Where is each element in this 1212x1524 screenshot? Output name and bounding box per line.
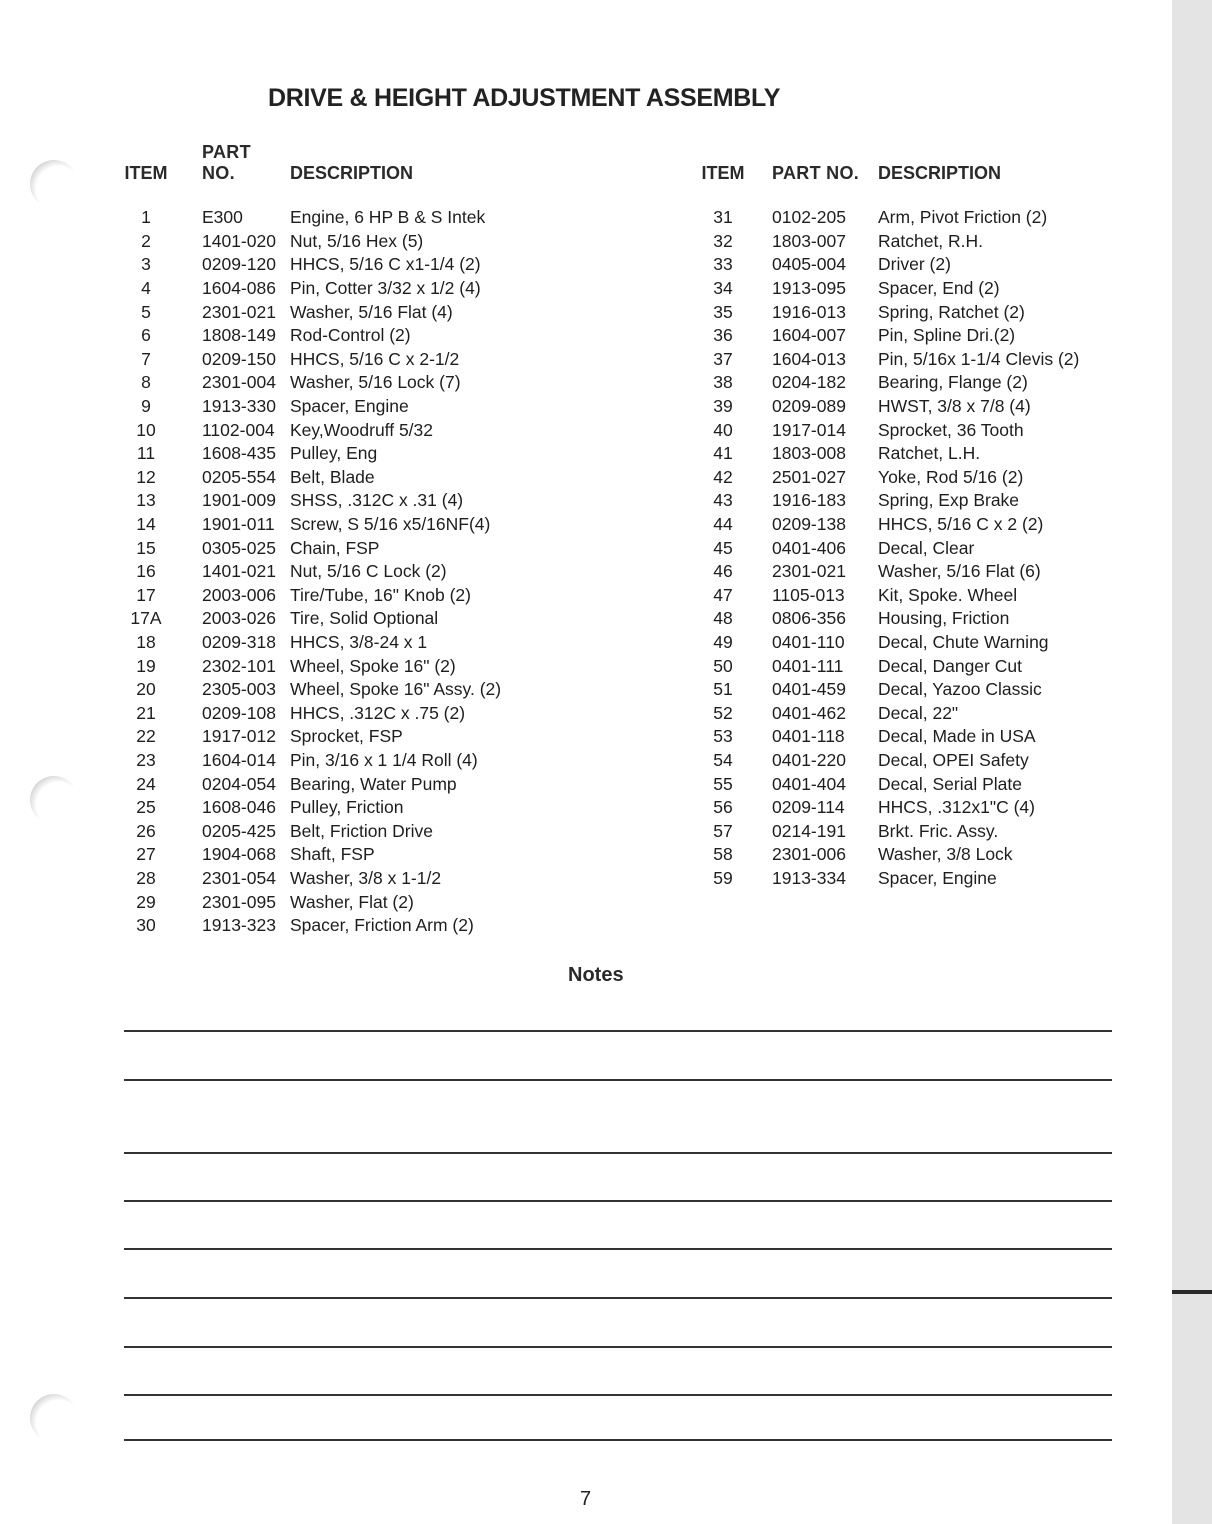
- part-description: Washer, 5/16 Flat (4): [290, 301, 453, 322]
- part-description: Sprocket, FSP: [290, 726, 403, 747]
- part-description: Bearing, Flange (2): [878, 372, 1028, 393]
- part-number: 1803-007: [772, 230, 846, 251]
- part-description: HHCS, 5/16 C x1-1/4 (2): [290, 254, 481, 275]
- part-item-number: 7: [141, 348, 151, 369]
- part-description: Washer, Flat (2): [290, 891, 414, 912]
- part-item-number: 32: [713, 230, 733, 251]
- part-number: 2501-027: [772, 466, 846, 487]
- part-row: [700, 796, 1178, 820]
- part-item-number: 6: [141, 325, 151, 346]
- part-number: 0209-114: [772, 797, 845, 818]
- part-description: Key,Woodruff 5/32: [290, 419, 434, 440]
- part-row: [700, 654, 1178, 678]
- part-item-number: 41: [713, 443, 733, 464]
- part-description: Ratchet, L.H.: [878, 443, 981, 464]
- part-number: 1604-014: [202, 749, 276, 770]
- part-row: [118, 442, 610, 466]
- part-description: Washer, 5/16 Flat (6): [878, 561, 1041, 582]
- part-number: 0214-191: [772, 820, 846, 841]
- punch-hole: [30, 1394, 78, 1442]
- part-row: [118, 843, 610, 867]
- part-description: HHCS, 5/16 C x 2-1/2: [290, 348, 460, 369]
- part-item-number: 4: [141, 278, 151, 299]
- part-number: 1608-046: [202, 797, 276, 818]
- part-number: 1803-008: [772, 443, 846, 464]
- part-item-number: 14: [136, 514, 156, 535]
- part-number: 0305-025: [202, 537, 276, 558]
- part-item-number: 27: [136, 844, 156, 865]
- part-item-number: 29: [136, 891, 156, 912]
- part-item-number: 8: [141, 372, 151, 393]
- column-header-item: ITEM: [124, 163, 168, 183]
- part-number: 0205-554: [202, 466, 276, 487]
- part-number: 0401-111: [772, 655, 844, 676]
- part-item-number: 2: [141, 230, 151, 251]
- part-item-number: 9: [141, 396, 151, 417]
- part-description: Tire/Tube, 16" Knob (2): [290, 584, 471, 605]
- part-number: 2301-021: [772, 561, 846, 582]
- part-item-number: 11: [136, 443, 156, 464]
- part-number: 1913-330: [202, 396, 276, 417]
- column-header-description: DESCRIPTION: [878, 163, 1002, 183]
- note-line: [124, 1200, 1112, 1202]
- column-header-part-no: PART NO.: [772, 163, 860, 183]
- part-item-number: 38: [713, 372, 733, 393]
- part-item-number: 54: [713, 749, 733, 770]
- part-row: [700, 772, 1178, 796]
- part-item-number: 47: [713, 584, 733, 605]
- part-item-number: 59: [713, 867, 733, 888]
- column-header-row: [118, 142, 610, 184]
- note-line: [124, 1152, 1112, 1154]
- part-number: 0806-356: [772, 608, 846, 629]
- part-item-number: 53: [713, 726, 733, 747]
- part-item-number: 48: [713, 608, 733, 629]
- part-description: Arm, Pivot Friction (2): [878, 207, 1048, 228]
- part-row: [118, 536, 610, 560]
- part-description: HHCS, 3/8-24 x 1: [290, 631, 428, 652]
- part-description: Screw, S 5/16 x5/16NF(4): [290, 514, 491, 535]
- part-row: [118, 772, 610, 796]
- part-description: HHCS, .312x1"C (4): [878, 797, 1035, 818]
- page-edge-tab-mark: [1172, 1290, 1212, 1294]
- part-row: [118, 395, 610, 419]
- note-line: [124, 1346, 1112, 1348]
- part-item-number: 16: [136, 561, 156, 582]
- part-row: [118, 230, 610, 254]
- punch-hole: [30, 160, 78, 208]
- part-description: Kit, Spoke. Wheel: [878, 584, 1018, 605]
- part-description: Ratchet, R.H.: [878, 230, 984, 251]
- part-item-number: 13: [136, 490, 156, 511]
- part-description: Pin, Spline Dri.(2): [878, 325, 1016, 346]
- part-row: [700, 489, 1178, 513]
- part-row: [700, 513, 1178, 537]
- part-description: Chain, FSP: [290, 537, 380, 558]
- part-number: 1913-323: [202, 915, 276, 936]
- part-item-number: 57: [713, 820, 733, 841]
- part-number: 2301-021: [202, 301, 276, 322]
- part-number: 1608-435: [202, 443, 276, 464]
- part-item-number: 35: [713, 301, 733, 322]
- part-item-number: 37: [713, 348, 733, 369]
- part-row: [118, 371, 610, 395]
- part-row: [700, 701, 1178, 725]
- part-row: [118, 867, 610, 891]
- column-header-part-no: PART NO.: [202, 142, 251, 183]
- part-row: [700, 348, 1178, 372]
- part-number: 0401-404: [772, 773, 846, 794]
- part-row: [700, 230, 1178, 254]
- part-row: [700, 300, 1178, 324]
- part-number: 1901-009: [202, 490, 276, 511]
- part-row: [118, 348, 610, 372]
- part-row: [118, 466, 610, 490]
- part-number: 1102-004: [202, 419, 275, 440]
- part-item-number: 50: [713, 655, 733, 676]
- part-number: 2301-006: [772, 844, 846, 865]
- part-description: Rod-Control (2): [290, 325, 411, 346]
- part-item-number: 58: [713, 844, 733, 865]
- part-number: 0401-110: [772, 631, 845, 652]
- part-row: [118, 701, 610, 725]
- part-item-number: 51: [713, 679, 733, 700]
- part-item-number: 23: [136, 749, 156, 770]
- part-description: Decal, Clear: [878, 537, 975, 558]
- part-number: 0209-150: [202, 348, 276, 369]
- part-description: Sprocket, 36 Tooth: [878, 419, 1024, 440]
- part-number: 0205-425: [202, 820, 276, 841]
- note-line: [124, 1394, 1112, 1396]
- part-row: [700, 843, 1178, 867]
- part-item-number: 21: [136, 702, 156, 723]
- part-number: 1917-014: [772, 419, 846, 440]
- part-description: SHSS, .312C x .31 (4): [290, 490, 464, 511]
- part-description: Belt, Friction Drive: [290, 820, 433, 841]
- part-number: 2003-026: [202, 608, 276, 629]
- part-number: 0209-120: [202, 254, 276, 275]
- part-row: [118, 324, 610, 348]
- part-number: 1401-021: [202, 561, 276, 582]
- part-number: E300: [202, 207, 243, 228]
- part-number: 1916-183: [772, 490, 846, 511]
- part-description: Spring, Ratchet (2): [878, 301, 1025, 322]
- part-description: Decal, Made in USA: [878, 726, 1036, 747]
- part-description: Spacer, Engine: [290, 396, 409, 417]
- part-item-number: 10: [136, 419, 156, 440]
- part-item-number: 52: [713, 702, 733, 723]
- part-row: [700, 749, 1178, 773]
- part-description: Washer, 3/8 Lock: [878, 844, 1013, 865]
- part-description: Decal, Yazoo Classic: [878, 679, 1042, 700]
- part-row: [118, 206, 610, 230]
- part-item-number: 24: [136, 773, 156, 794]
- part-number: 1401-020: [202, 230, 276, 251]
- part-description: Engine, 6 HP B & S Intek: [290, 207, 486, 228]
- part-description: Decal, OPEI Safety: [878, 749, 1029, 770]
- part-description: Decal, 22": [878, 702, 959, 723]
- part-item-number: 42: [713, 466, 733, 487]
- part-description: Bearing, Water Pump: [290, 773, 457, 794]
- part-description: Decal, Danger Cut: [878, 655, 1022, 676]
- part-item-number: 36: [713, 325, 733, 346]
- part-row: [118, 607, 610, 631]
- note-line: [124, 1439, 1112, 1441]
- part-number: 1604-086: [202, 278, 276, 299]
- part-item-number: 1: [141, 207, 151, 228]
- parts-list-left: [118, 142, 610, 937]
- part-description: Washer, 5/16 Lock (7): [290, 372, 461, 393]
- part-item-number: 30: [136, 915, 156, 936]
- part-number: 0401-459: [772, 679, 846, 700]
- part-row: [118, 489, 610, 513]
- part-row: [700, 206, 1178, 230]
- part-description: Washer, 3/8 x 1-1/2: [290, 867, 442, 888]
- part-number: 1604-013: [772, 348, 846, 369]
- note-line: [124, 1079, 1112, 1081]
- part-number: 2305-003: [202, 679, 276, 700]
- punch-hole: [30, 776, 78, 824]
- part-description: Nut, 5/16 Hex (5): [290, 230, 424, 251]
- part-row: [700, 253, 1178, 277]
- part-item-number: 31: [713, 207, 733, 228]
- part-row: [118, 725, 610, 749]
- part-row: [700, 395, 1178, 419]
- part-number: 0209-089: [772, 396, 846, 417]
- part-number: 1901-011: [202, 514, 275, 535]
- part-description: Shaft, FSP: [290, 844, 375, 865]
- part-number: 1913-095: [772, 278, 846, 299]
- page-title: DRIVE & HEIGHT ADJUSTMENT ASSEMBLY: [268, 84, 781, 112]
- part-row: [700, 442, 1178, 466]
- part-row: [118, 914, 610, 938]
- part-number: 0209-318: [202, 631, 276, 652]
- part-item-number: 39: [713, 396, 733, 417]
- part-number: 1917-012: [202, 726, 276, 747]
- part-number: 0405-004: [772, 254, 846, 275]
- part-number: 2301-004: [202, 372, 276, 393]
- part-description: Driver (2): [878, 254, 951, 275]
- part-row: [118, 749, 610, 773]
- part-item-number: 3: [141, 254, 151, 275]
- part-number: 0401-220: [772, 749, 846, 770]
- part-description: Spacer, Engine: [878, 867, 997, 888]
- part-number: 2003-006: [202, 584, 276, 605]
- part-number: 1105-013: [772, 584, 845, 605]
- part-description: Decal, Serial Plate: [878, 773, 1022, 794]
- part-item-number: 25: [136, 797, 156, 818]
- part-item-number: 55: [713, 773, 733, 794]
- column-header-item: ITEM: [701, 163, 745, 183]
- part-row: [118, 631, 610, 655]
- part-description: Pulley, Eng: [290, 443, 378, 464]
- part-row: [700, 560, 1178, 584]
- note-line: [124, 1297, 1112, 1299]
- part-row: [118, 584, 610, 608]
- part-row: [700, 607, 1178, 631]
- part-item-number: 15: [136, 537, 156, 558]
- part-description: Nut, 5/16 C Lock (2): [290, 561, 447, 582]
- part-description: Wheel, Spoke 16" Assy. (2): [290, 679, 502, 700]
- parts-list-right: [700, 158, 1178, 890]
- part-description: Spacer, Friction Arm (2): [290, 915, 474, 936]
- part-description: Pulley, Friction: [290, 797, 404, 818]
- part-row: [700, 631, 1178, 655]
- part-description: Pin, Cotter 3/32 x 1/2 (4): [290, 278, 481, 299]
- part-row: [118, 300, 610, 324]
- part-item-number: 40: [713, 419, 733, 440]
- part-row: [118, 277, 610, 301]
- part-number: 1904-068: [202, 844, 276, 865]
- part-item-number: 17: [136, 584, 156, 605]
- part-number: 0209-138: [772, 514, 846, 535]
- column-header-description: DESCRIPTION: [290, 163, 414, 183]
- part-description: Belt, Blade: [290, 466, 375, 487]
- part-number: 0401-462: [772, 702, 846, 723]
- part-row: [700, 867, 1178, 891]
- part-item-number: 19: [136, 655, 156, 676]
- note-line: [124, 1030, 1112, 1032]
- part-item-number: 34: [713, 278, 733, 299]
- part-row: [700, 466, 1178, 490]
- column-header-row: [700, 158, 1178, 184]
- part-row: [700, 418, 1178, 442]
- part-description: HHCS, .312C x .75 (2): [290, 702, 466, 723]
- page-edge-strip: [1172, 0, 1212, 1524]
- part-item-number: 56: [713, 797, 733, 818]
- page-number: 7: [580, 1488, 592, 1510]
- part-description: Brkt. Fric. Assy.: [878, 820, 999, 841]
- part-description: Yoke, Rod 5/16 (2): [878, 466, 1024, 487]
- part-number: 1916-013: [772, 301, 846, 322]
- part-item-number: 12: [136, 466, 156, 487]
- parts-rows-left: [118, 206, 610, 937]
- part-number: 1604-007: [772, 325, 846, 346]
- part-row: [118, 560, 610, 584]
- parts-rows-right: [700, 206, 1178, 890]
- part-item-number: 5: [141, 301, 151, 322]
- note-line: [124, 1248, 1112, 1250]
- part-description: HHCS, 5/16 C x 2 (2): [878, 514, 1044, 535]
- part-description: Housing, Friction: [878, 608, 1010, 629]
- part-row: [118, 796, 610, 820]
- part-row: [700, 678, 1178, 702]
- part-item-number: 17A: [130, 608, 162, 629]
- part-item-number: 22: [136, 726, 156, 747]
- part-description: Spacer, End (2): [878, 278, 1000, 299]
- part-description: Decal, Chute Warning: [878, 631, 1049, 652]
- part-number: 0102-205: [772, 207, 846, 228]
- part-item-number: 45: [713, 537, 733, 558]
- part-description: Pin, 5/16x 1-1/4 Clevis (2): [878, 348, 1080, 369]
- part-row: [118, 513, 610, 537]
- part-item-number: 20: [136, 679, 156, 700]
- part-row: [118, 678, 610, 702]
- part-row: [700, 725, 1178, 749]
- part-description: HWST, 3/8 x 7/8 (4): [878, 396, 1031, 417]
- part-item-number: 46: [713, 561, 733, 582]
- part-row: [118, 819, 610, 843]
- part-row: [118, 253, 610, 277]
- part-row: [700, 277, 1178, 301]
- part-item-number: 44: [713, 514, 733, 535]
- part-row: [700, 324, 1178, 348]
- part-item-number: 18: [136, 631, 156, 652]
- notes-title: Notes: [568, 964, 624, 986]
- part-item-number: 43: [713, 490, 733, 511]
- part-item-number: 49: [713, 631, 733, 652]
- part-row: [700, 536, 1178, 560]
- part-number: 1913-334: [772, 867, 846, 888]
- part-row: [700, 371, 1178, 395]
- part-number: 2302-101: [202, 655, 276, 676]
- part-row: [118, 418, 610, 442]
- part-row: [118, 890, 610, 914]
- part-number: 0204-054: [202, 773, 276, 794]
- part-item-number: 26: [136, 820, 156, 841]
- part-number: 0204-182: [772, 372, 846, 393]
- part-row: [118, 654, 610, 678]
- part-number: 2301-054: [202, 867, 276, 888]
- part-number: 0209-108: [202, 702, 276, 723]
- part-item-number: 28: [136, 867, 156, 888]
- part-number: 1808-149: [202, 325, 276, 346]
- part-row: [700, 584, 1178, 608]
- part-description: Pin, 3/16 x 1 1/4 Roll (4): [290, 749, 478, 770]
- part-number: 0401-118: [772, 726, 845, 747]
- part-description: Wheel, Spoke 16" (2): [290, 655, 456, 676]
- part-number: 2301-095: [202, 891, 276, 912]
- part-item-number: 33: [713, 254, 733, 275]
- part-description: Spring, Exp Brake: [878, 490, 1020, 511]
- part-number: 0401-406: [772, 537, 846, 558]
- part-row: [700, 819, 1178, 843]
- part-description: Tire, Solid Optional: [290, 608, 439, 629]
